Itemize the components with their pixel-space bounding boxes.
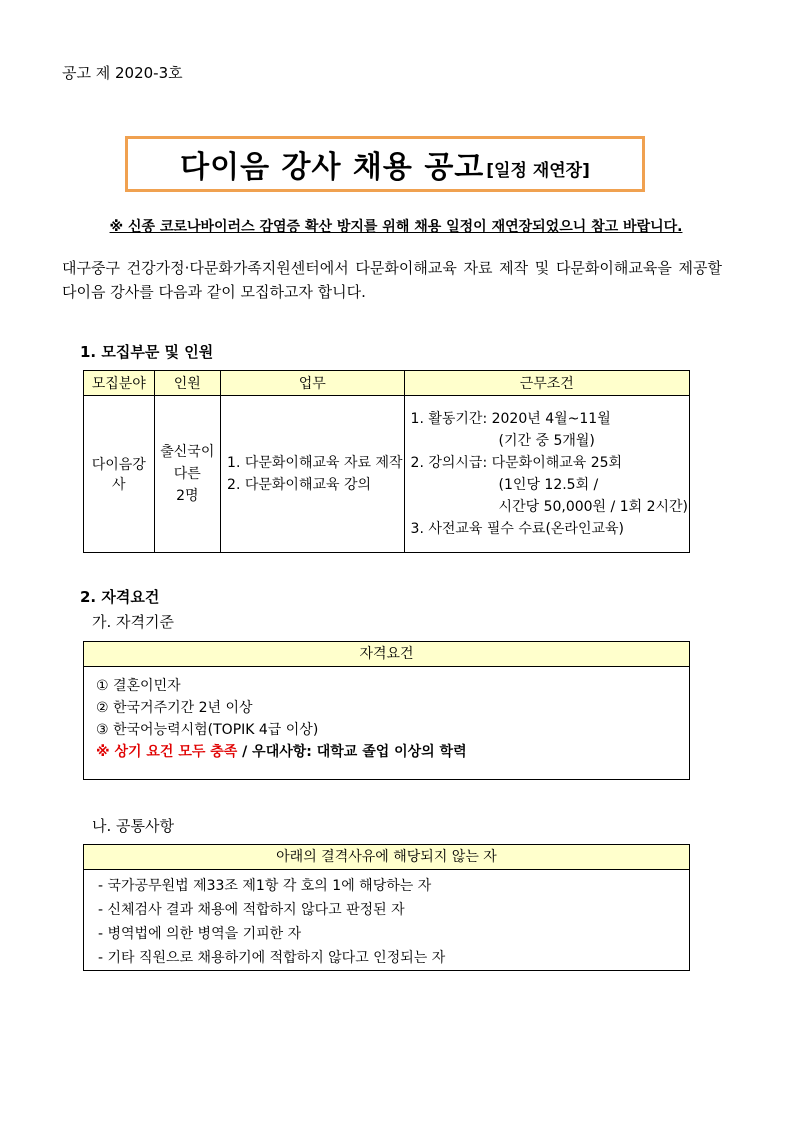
count-line: 2명 [176, 488, 199, 504]
table-row [84, 396, 690, 553]
condition-line: 시간당 50,000원 / 1회 2시간) [498, 499, 688, 515]
qualification-item: ③ 한국어능력시험(TOPIK 4급 이상) [96, 722, 319, 738]
condition-line: 2. 강의시급: 다문화이해교육 25회 [410, 455, 623, 471]
disqualification-item: - 병역법에 의한 병역을 기피한 자 [98, 926, 302, 942]
cell-field: 다이음강사 [84, 396, 155, 553]
condition-line: 3. 사전교육 필수 수료(온라인교육) [410, 521, 624, 537]
duty-line: 1. 다문화이해교육 자료 제작 [227, 455, 403, 471]
schedule-alert: ※ 신종 코로나바이러스 감염증 확산 방지를 위해 채용 일정이 재연장되었으니 참고 바랍니다. [109, 219, 683, 235]
header-conditions: 근무조건 [404, 371, 689, 396]
intro-paragraph: 대구중구 건강가정·다문화가족지원센터에서 다문화이해교육 자료 제작 및 다문화이해교육을 제공할 다이음 강사를 다음과 같이 모집하고자 합니다. [62, 259, 722, 301]
cell-conditions [404, 396, 689, 553]
common-box-header: 아래의 결격사유에 해당되지 않는 자 [84, 845, 689, 870]
duty-line: 2. 다문화이해교육 강의 [227, 477, 372, 493]
note-preference: / 우대사항: 대학교 졸업 이상의 학력 [237, 744, 467, 760]
recruitment-table [83, 370, 690, 553]
disqualification-item: - 기타 직원으로 채용하기에 적합하지 않다고 인정되는 자 [98, 950, 446, 966]
qualification-box [83, 641, 690, 780]
note-requirement: ※ 상기 요건 모두 충족 [96, 744, 238, 760]
condition-line: (기간 중 5개월) [498, 433, 595, 449]
section-1-heading: 1. 모집부문 및 인원 [80, 343, 214, 361]
header-count: 인원 [154, 371, 220, 396]
header-duties: 업무 [221, 371, 405, 396]
title-sub: [일정 재연장] [486, 160, 590, 181]
disqualification-item: - 국가공무원법 제33조 제1항 각 호의 1에 해당하는 자 [98, 878, 432, 894]
disqualification-item: - 신체검사 결과 채용에 적합하지 않다고 판정된 자 [98, 902, 405, 918]
title-box [125, 136, 645, 192]
cell-duties [221, 396, 405, 553]
count-line: 다른 [173, 466, 201, 482]
subsection-b-heading: 나. 공통사항 [92, 817, 174, 835]
common-box-body [84, 870, 689, 978]
table-header-row [84, 371, 690, 396]
qualification-item: ② 한국거주기간 2년 이상 [96, 700, 253, 716]
condition-line: (1인당 12.5회 / [498, 477, 599, 493]
section-2-heading: 2. 자격요건 [80, 588, 160, 606]
qualification-note [96, 741, 675, 763]
title-main: 다이음 강사 채용 공고 [180, 150, 485, 185]
qualification-box-header: 자격요건 [84, 642, 689, 667]
header-field: 모집분야 [84, 371, 155, 396]
condition-line: 1. 활동기간: 2020년 4월~11월 [410, 411, 611, 427]
subsection-a-heading: 가. 자격기준 [92, 613, 174, 631]
notice-number: 공고 제 2020-3호 [62, 64, 183, 82]
qualification-box-body [84, 667, 689, 771]
qualification-item: ① 결혼이민자 [96, 678, 181, 694]
cell-count [154, 396, 220, 553]
common-box [83, 844, 690, 971]
count-line: 출신국이 [160, 444, 215, 460]
